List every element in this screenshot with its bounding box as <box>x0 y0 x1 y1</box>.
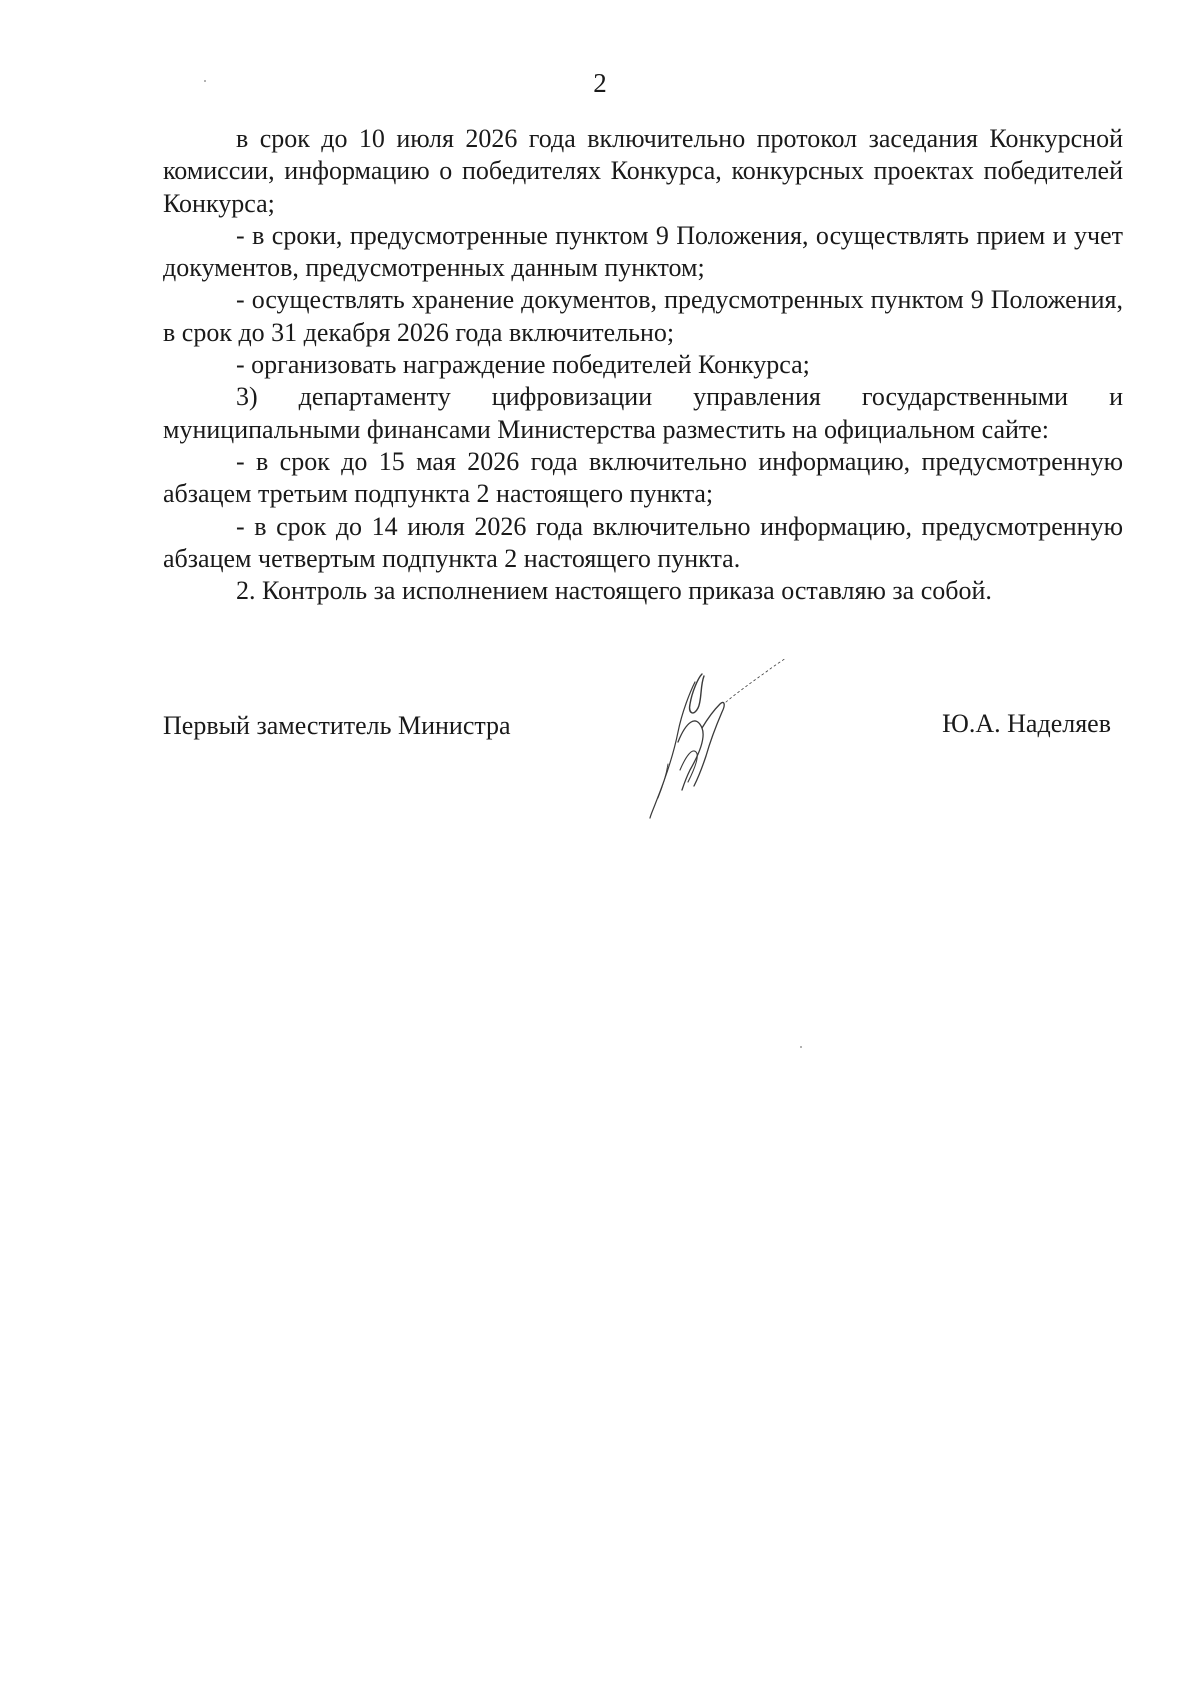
paragraph-2: - в сроки, предусмотренные пунктом 9 Положения, осуществлять прием и учет документов, предусмотренных данным пунктом; <box>163 220 1123 283</box>
paragraph-7: - в срок до 14 июля 2026 года включительно информацию, предусмотренную абзацем четвертым подпункта 2 настоящего пункта. <box>163 511 1123 573</box>
signatory-position: Первый заместитель Министра <box>163 711 511 740</box>
handwritten-signature <box>640 652 800 822</box>
paragraph-6: - в срок до 15 мая 2026 года включительно информацию, предусмотренную абзацем третьим подпункта 2 настоящего пункта; <box>163 446 1123 509</box>
paragraph-3: - осуществлять хранение документов, предусмотренных пунктом 9 Положения, в срок до 31 декабря 2026 года включительно; <box>163 285 1123 347</box>
paragraph-1: в срок до 10 июля 2026 года включительно протокол заседания Конкурсной комиссии, информацию о победителях Конкурса, конкурсных проектах победителей Конкурса; <box>163 124 1123 218</box>
paragraph-4: - организовать награждение победителей Конкурса; <box>236 350 810 380</box>
page-number: 2 <box>593 68 607 98</box>
paragraph-8: 2. Контроль за исполнением настоящего приказа оставляю за собой. <box>236 576 992 606</box>
body-text <box>163 123 1123 607</box>
paragraph-5: 3) департаменту цифровизации управления государственными и муниципальными финансами Министерства разместить на официальном сайте: <box>163 382 1123 444</box>
signatory-name: Ю.А. Наделяев <box>942 709 1111 738</box>
scan-speck <box>204 80 206 82</box>
scan-speck <box>800 1046 802 1048</box>
